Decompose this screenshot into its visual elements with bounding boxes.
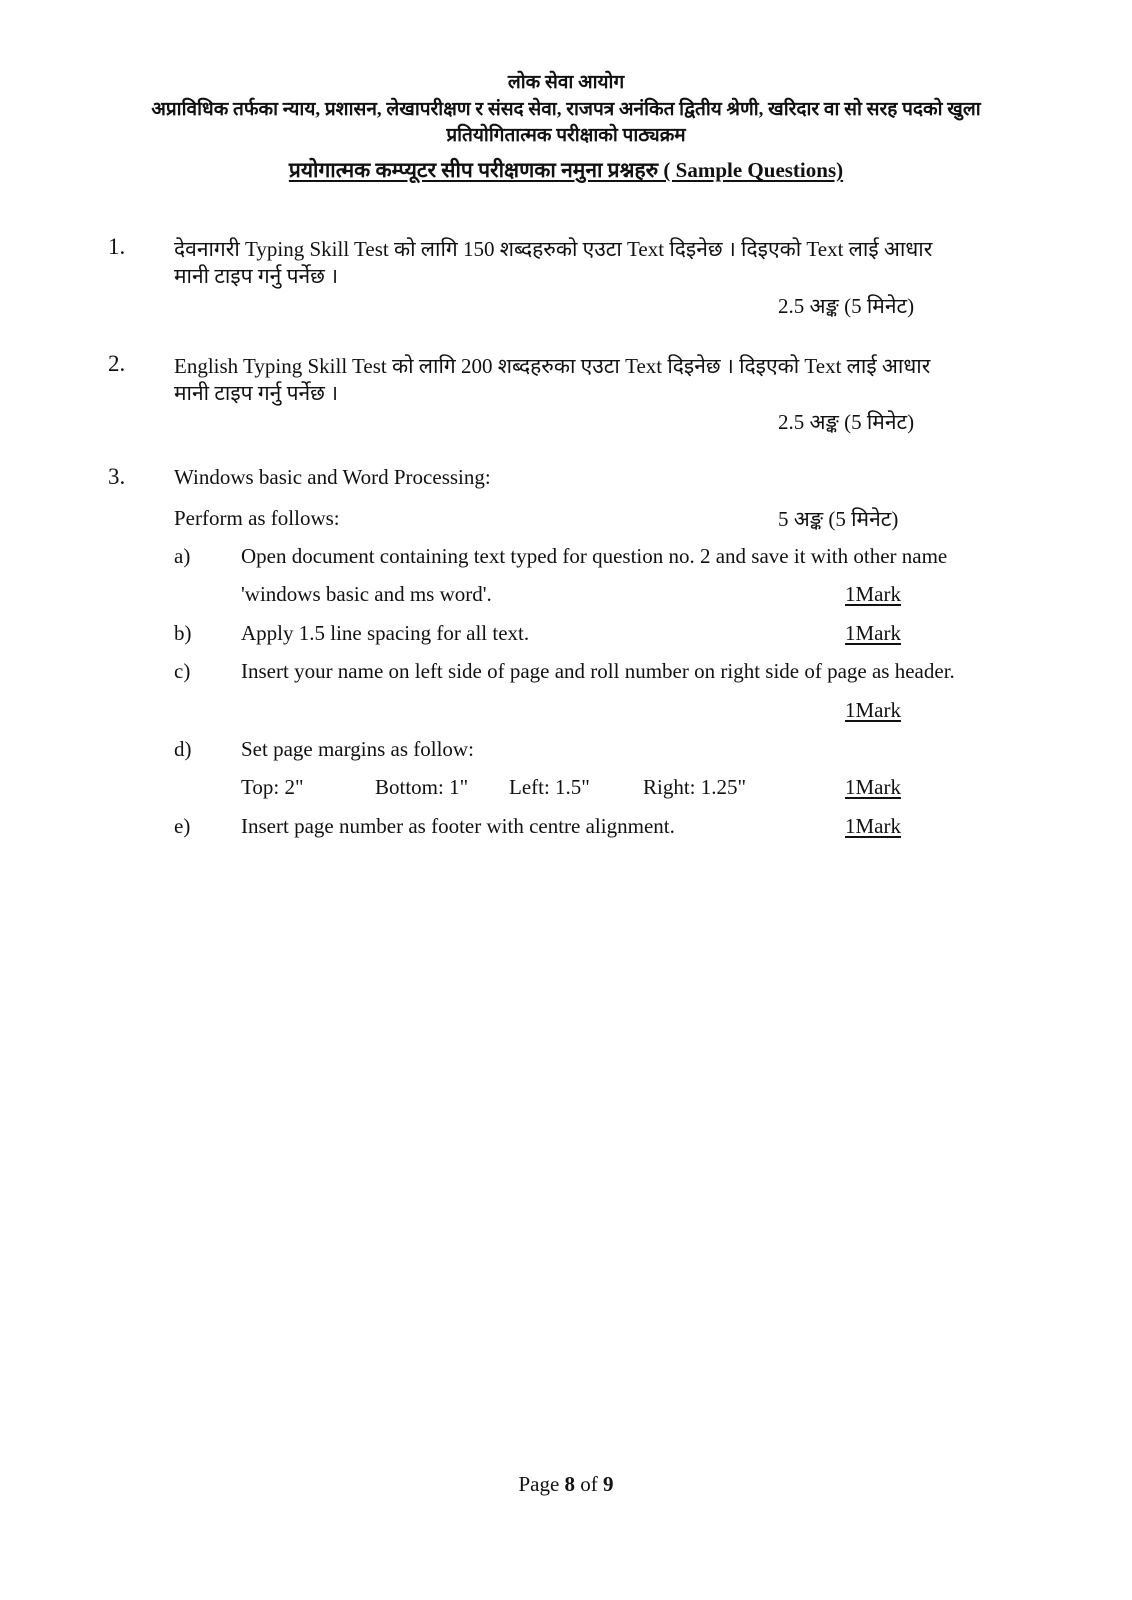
margin-top-value: Top: 2" [241, 775, 304, 799]
sub-question-mark: 1Mark [845, 698, 901, 722]
question-text-line2: मानी टाइप गर्नु पर्नेछ । [174, 381, 339, 405]
question-intro: Perform as follows: [174, 506, 340, 530]
sub-question-text-line1: Open document containing text typed for question no. 2 and save it with other name [241, 544, 948, 568]
sub-question-text-line1: Set page margins as follow: [241, 737, 474, 761]
sub-question-mark: 1Mark [845, 582, 901, 606]
page-total: 9 [603, 1472, 614, 1496]
margin-right-value: Right: 1.25" [643, 775, 747, 799]
page-label: Page [518, 1472, 560, 1496]
question-text-line1: देवनागरी Typing Skill Test को लागि 150 शब्दहरुको एउटा Text दिइनेछ । दिइएको Text लाई आधार [174, 237, 933, 261]
page-current: 8 [564, 1472, 576, 1496]
question-marks: 2.5 अङ्क (5 मिनेट) [778, 410, 915, 434]
header-organization: लोक सेवा आयोग [507, 72, 625, 93]
question-marks: 2.5 अङ्क (5 मिनेट) [778, 294, 915, 318]
question-number: 1. [108, 234, 126, 259]
sub-question-letter: d) [174, 737, 192, 761]
header-description: अप्राविधिक तर्फका न्याय, प्रशासन, लेखापरीक्षण र संसद सेवा, राजपत्र अनंकित द्वितीय श्रेणी, खरिदार वा सो सरह पदको खुला [151, 99, 981, 120]
sub-question-text-line1: Insert page number as footer with centre alignment. [241, 814, 675, 838]
sub-question-letter: b) [174, 621, 192, 645]
question-title: Windows basic and Word Processing: [174, 465, 491, 489]
header-syllabus: प्रतियोगितात्मक परीक्षाको पाठ्यक्रम [446, 125, 686, 146]
sub-question-text-line1: Insert your name on left side of page and roll number on right side of page as header. [241, 659, 955, 683]
sub-question-mark: 1Mark [845, 775, 901, 799]
question-number: 3. [108, 464, 126, 489]
page-title: प्रयोगात्मक कम्प्यूटर सीप परीक्षणका नमुना प्रश्नहरु ( Sample Questions) [288, 158, 844, 182]
sub-question-mark: 1Mark [845, 814, 901, 838]
margin-bottom-value: Bottom: 1" [375, 775, 469, 799]
question-number: 2. [108, 351, 126, 376]
margin-left-value: Left: 1.5" [509, 775, 590, 799]
sub-question-letter: e) [174, 814, 191, 838]
question-text-line1: English Typing Skill Test को लागि 200 शब्दहरुका एउटा Text दिइनेछ । दिइएको Text लाई आधार [174, 354, 931, 378]
question-marks: 5 अङ्क (5 मिनेट) [778, 507, 899, 531]
sub-question-text-line2: 'windows basic and ms word'. [241, 582, 492, 606]
sub-question-letter: c) [174, 659, 191, 683]
page-footer [0, 1472, 1132, 1497]
sub-question-text-line1: Apply 1.5 line spacing for all text. [241, 621, 530, 645]
question-text-line2: मानी टाइप गर्नु पर्नेछ । [174, 264, 339, 288]
sub-question-letter: a) [174, 544, 191, 568]
sub-question-mark: 1Mark [845, 621, 901, 645]
page-of: of [580, 1472, 598, 1496]
